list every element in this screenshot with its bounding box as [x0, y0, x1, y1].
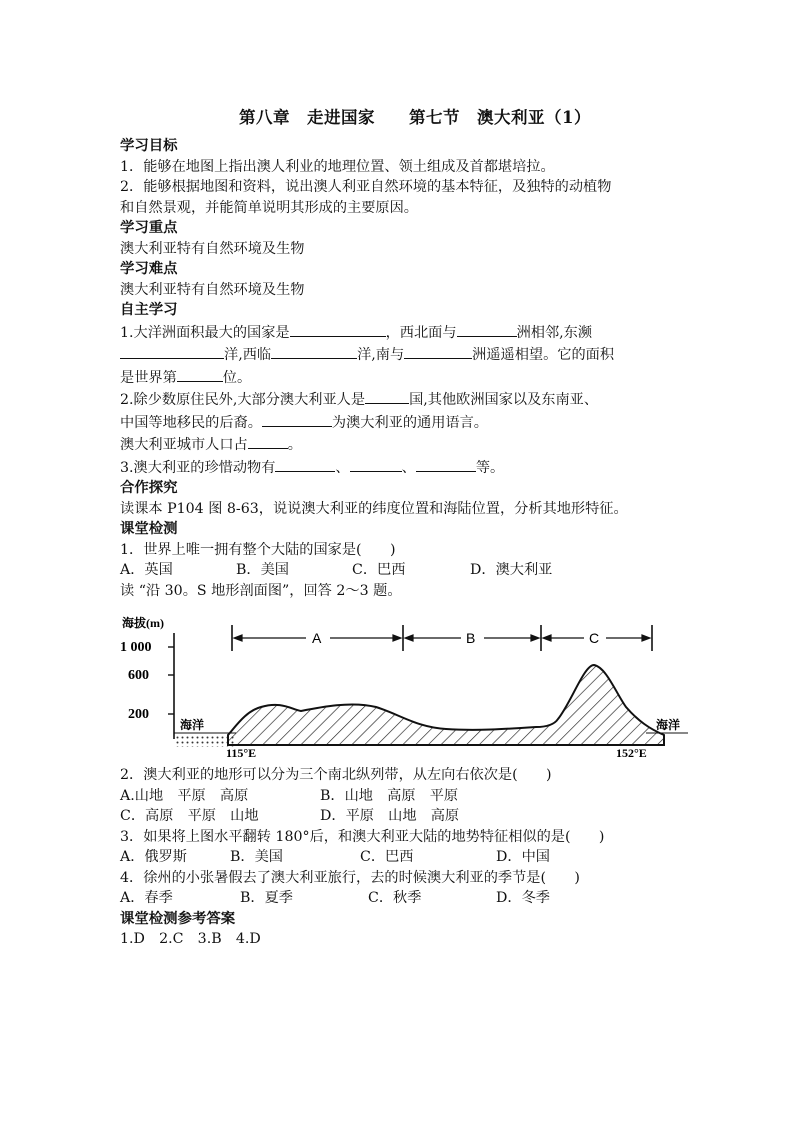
answer-blank[interactable] [404, 343, 472, 359]
q1-text-h: 位。 [222, 369, 252, 386]
figure-instruction: 读 “沿 30。S 地形剖面图”，回答 2～3 题。 [120, 582, 402, 599]
test-q3-options [120, 847, 700, 868]
q1-text-f: 洲遥遥相望。它的面积 [472, 347, 615, 363]
option: B．美国 [230, 849, 283, 865]
option: C．巴西 [352, 562, 406, 578]
question-2-line-3 [120, 433, 700, 456]
difficulty-text: 澳大利亚特有自然环境及生物 [120, 281, 305, 298]
answer-blank[interactable] [416, 456, 476, 472]
left-ocean-water [174, 733, 236, 747]
test-heading: 课堂检测 [120, 520, 178, 537]
answers-text: 1.D 2.C 3.B 4.D [120, 931, 261, 947]
question-3-line [120, 456, 700, 479]
q3-text-a: 3.澳大利亚的珍惜动物有 [120, 459, 276, 476]
test-q3-stem: 3．如果将上图水平翻转 180°后，和澳大利亚大陆的地势特征相似的是( ) [120, 828, 605, 845]
q1-text-g: 是世界第 [120, 369, 177, 386]
right-ocean-label: 海洋 [656, 718, 681, 732]
self-study-heading: 自主学习 [120, 301, 178, 318]
answer-blank[interactable] [262, 411, 332, 427]
option: C．高原 平原 山地 [120, 808, 259, 824]
goal-item: 1．能够在地图上指出澳人利业的地理位置、领土组成及首都堪培拉。 [120, 158, 555, 175]
q2-text-b: 国,其他欧洲国家以及东南亚、 [409, 392, 599, 408]
option: B．夏季 [240, 890, 293, 906]
option: C．巴西 [360, 849, 414, 865]
left-ocean-label: 海洋 [180, 718, 205, 732]
focus-text: 澳大利亚特有自然环境及生物 [120, 240, 305, 257]
focus-heading: 学习重点 [120, 219, 178, 236]
option: A．春季 [120, 890, 173, 906]
q3-separator: 、 [401, 459, 416, 476]
question-2-line-2 [120, 411, 700, 434]
q2-text-d: 为澳大利亚的通用语言。 [331, 414, 488, 431]
goal-item: 和自然景观，并能简单说明其形成的主要原因。 [120, 199, 418, 216]
terrain-profile-diagram [116, 611, 694, 761]
question-1-line-3 [120, 366, 700, 389]
left-longitude-label: 115°E [226, 746, 257, 760]
option: B．美国 [236, 562, 289, 578]
y-tick-label: 200 [128, 707, 149, 722]
option: C．秋季 [368, 890, 422, 906]
option: D．澳大利亚 [470, 562, 553, 578]
q1-text-b: ，西北面与 [385, 324, 457, 341]
test-q2-options-row-2 [120, 806, 700, 827]
option: D．平原 山地 高原 [320, 808, 460, 824]
q2-text-a: 2.除少数原住民外,大部分澳大利亚人是 [120, 392, 366, 408]
option: A.山地 平原 高原 [120, 787, 249, 804]
q1-text-a: 1.大洋洲面积最大的国家是 [120, 324, 290, 341]
question-1-line-2 [120, 343, 700, 366]
difficulty-heading: 学习难点 [120, 260, 178, 277]
answer-blank[interactable] [271, 343, 357, 359]
answers-heading: 课堂检测参考答案 [120, 909, 236, 927]
q2-text-c: 中国等地移民的后裔。 [120, 414, 262, 431]
q1-text-d: 洋,西临 [224, 347, 272, 363]
answer-blank[interactable] [290, 321, 386, 337]
section-label: C [589, 630, 600, 646]
q1-text-e: 洋,南与 [357, 347, 405, 363]
y-axis-label: 海拔(m) [122, 616, 164, 630]
right-longitude-label: 152°E [616, 746, 647, 760]
inquiry-text: 读课本 P104 图 8-63，说说澳大利亚的纬度位置和海陆位置，分析其地形特征。 [120, 500, 628, 517]
q2b-text-b: 。 [287, 437, 302, 453]
y-tick-label: 600 [128, 668, 149, 683]
option: A．俄罗斯 [120, 849, 187, 865]
test-q2-stem: 2．澳大利亚的地形可以分为三个南北纵列带，从左向右依次是( ) [120, 767, 552, 783]
answer-blank[interactable] [275, 456, 335, 472]
answer-blank[interactable] [248, 433, 288, 449]
inquiry-heading: 合作探究 [120, 479, 178, 496]
answer-blank[interactable] [365, 388, 409, 404]
section-label: A [312, 630, 322, 646]
test-q4-stem: 4．徐州的小张暑假去了澳大利亚旅行，去的时候澳大利亚的季节是( ) [120, 869, 580, 886]
test-q2-options-row-1 [120, 786, 700, 807]
terrain-profile-figure [116, 611, 694, 761]
y-tick-label: 1 000 [120, 640, 152, 655]
goals-heading: 学习目标 [120, 137, 178, 154]
q3-text-end: 等。 [475, 459, 505, 476]
option: B．山地 高原 平原 [320, 787, 459, 804]
question-1-line-1 [120, 321, 700, 344]
test-q1-stem: 1．世界上唯一拥有整个大陆的国家是( ) [120, 541, 396, 558]
test-q1-options [120, 560, 700, 581]
answer-blank[interactable] [120, 343, 224, 359]
q2b-text-a: 澳大利亚城市人口占 [120, 437, 248, 453]
option: D．中国 [496, 849, 550, 865]
option: D．冬季 [496, 890, 550, 906]
q3-separator: 、 [335, 459, 350, 476]
answer-blank[interactable] [350, 456, 402, 472]
terrain-profile [228, 665, 664, 745]
worksheet [120, 104, 700, 950]
question-2-line-1 [120, 388, 700, 411]
test-q4-options [120, 888, 700, 909]
section-label: B [466, 630, 476, 646]
option: A．英国 [120, 562, 173, 578]
answer-blank[interactable] [457, 321, 517, 337]
goal-item: 2．能够根据地图和资料，说出澳人利亚自然环境的基本特征，及独特的动植物 [120, 179, 612, 195]
q1-text-c: 洲相邻,东濒 [516, 324, 593, 341]
page-title: 第八章 走进国家 第七节 澳大利亚（1） [239, 108, 591, 127]
answer-blank[interactable] [177, 366, 223, 382]
